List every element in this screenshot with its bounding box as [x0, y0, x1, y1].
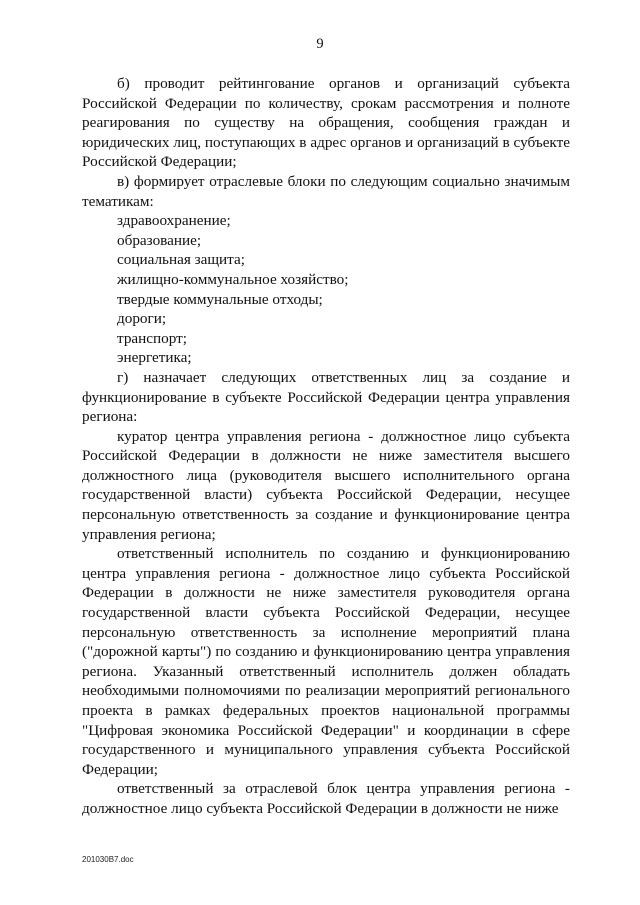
topic-item: транспорт;	[117, 329, 187, 347]
paragraph-executor: ответственный исполнитель по созданию и функционированию центра управления региона - должностное лицо субъекта Российской Федерации в должности не ниже заместителя руководителя органа государственной власти субъекта Российской Федерации, несущее персональную ответственность за исполнение мероприятий плана ("дорожной карты") по созданию и функционированию центра управления региона. Указанный ответственный исполнитель должен обладать необходимыми полномочиями по реализации мероприятий регионального проекта в рамках федеральных проектов национальной программы "Цифровая экономика Российской Федерации" и координации в сфере государственного и муниципального управления субъекта Российской Федерации;	[82, 545, 570, 778]
paragraph-g: г) назначает следующих ответственных лиц за создание и функционирование в субъекте Российской Федерации центра управления региона:	[82, 368, 570, 426]
paragraph-v: в) формирует отраслевые блоки по следующим социально значимым тематикам:	[82, 172, 570, 210]
paragraph-sector: ответственный за отраслевой блок центра управления региона - должностное лицо субъекта Российской Федерации в должности не ниже	[82, 780, 570, 817]
paragraph-curator: куратор центра управления региона - должностное лицо субъекта Российской Федерации в должности не ниже заместителя высшего должностного лица (руководителя высшего исполнительного органа государственной власти) субъекта Российской Федерации, несущее персональную ответственность за создание и функционирование центра управления региона;	[82, 427, 570, 543]
topic-item: жилищно-коммунальное хозяйство;	[117, 270, 349, 288]
topic-item: дороги;	[117, 310, 167, 328]
topic-item: социальная защита;	[117, 251, 245, 269]
paragraph-b: б) проводит рейтингование органов и организаций субъекта Российской Федерации по количеству, срокам рассмотрения и полноте реагирования по существу на обращения, сообщения граждан и юридических лиц, поступающих в адрес органов и организаций в субъекте Российской Федерации;	[82, 75, 570, 171]
document-code: 201030В7.doc	[82, 855, 134, 864]
topic-item: здравоохранение;	[117, 212, 231, 230]
topic-item: твердые коммунальные отходы;	[117, 290, 323, 308]
topic-item: энергетика;	[117, 349, 192, 367]
page-number: 9	[316, 36, 324, 52]
topic-item: образование;	[117, 231, 202, 249]
document-body	[82, 74, 570, 819]
